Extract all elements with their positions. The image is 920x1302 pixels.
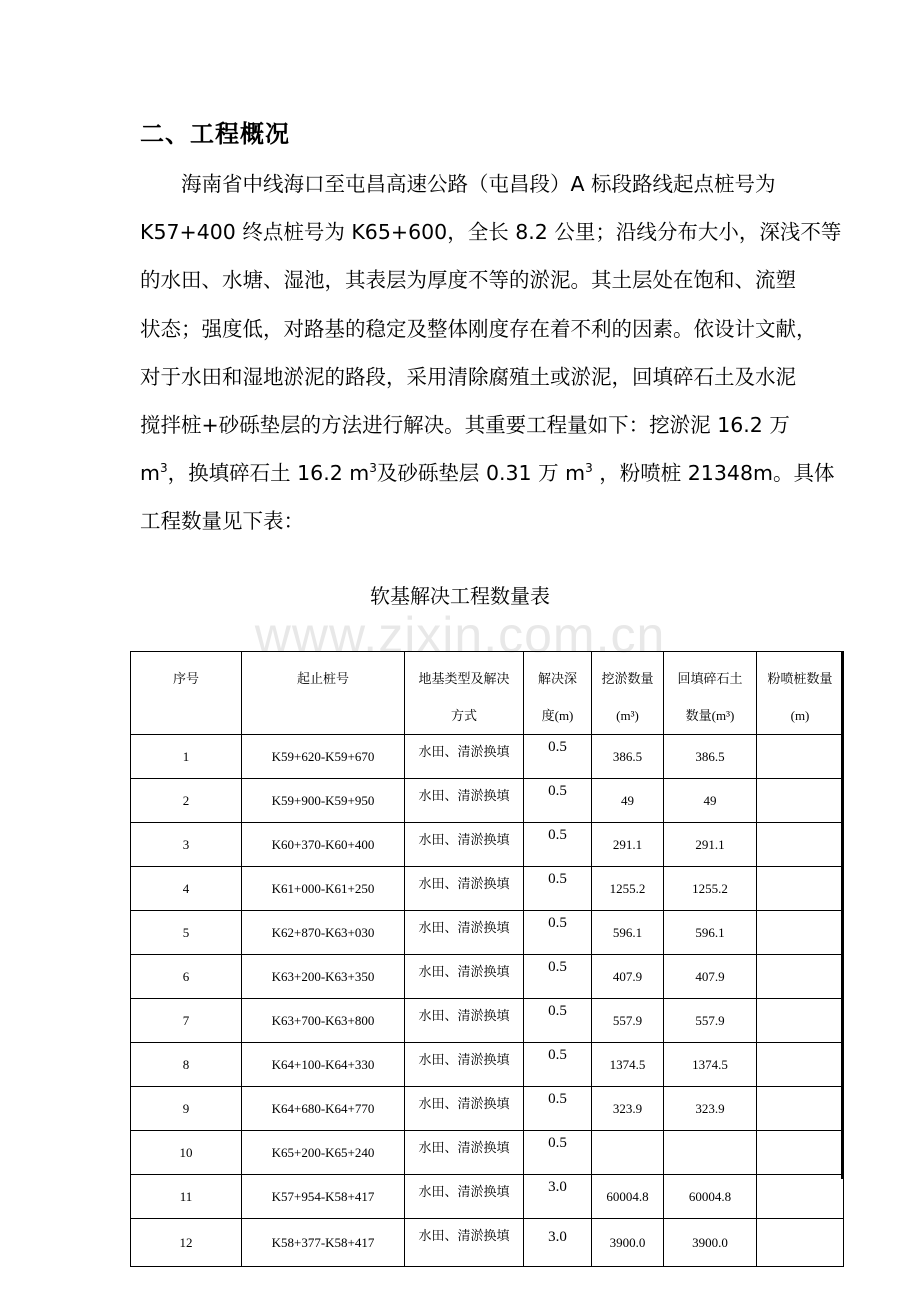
cell-fill: 3900.0 bbox=[664, 1219, 757, 1267]
cell-dig: 1374.5 bbox=[592, 1043, 664, 1087]
cell-method: 水田、清淤换填 bbox=[405, 1175, 524, 1219]
cell-no: 9 bbox=[131, 1087, 242, 1131]
header-cell-depth bbox=[524, 652, 592, 735]
cell-depth: 0.5 bbox=[524, 1087, 592, 1131]
soft-foundation-quantity-table bbox=[130, 651, 844, 1267]
cell-method: 水田、清淤换填 bbox=[405, 1131, 524, 1175]
cell-no: 10 bbox=[131, 1131, 242, 1175]
cell-dig: 3900.0 bbox=[592, 1219, 664, 1267]
cell-depth: 0.5 bbox=[524, 823, 592, 867]
header-cell-method bbox=[405, 652, 524, 735]
cell-fill: 291.1 bbox=[664, 823, 757, 867]
header-text: 度(m) bbox=[541, 708, 574, 723]
cell-dig: 1255.2 bbox=[592, 867, 664, 911]
cell-no: 2 bbox=[131, 779, 242, 823]
cell-method: 水田、清淤换填 bbox=[405, 955, 524, 999]
header-cell-pile bbox=[757, 652, 844, 735]
cell-station: K65+200-K65+240 bbox=[242, 1131, 405, 1175]
cell-dig: 407.9 bbox=[592, 955, 664, 999]
cell-no: 11 bbox=[131, 1175, 242, 1219]
cell-pile bbox=[757, 1087, 844, 1131]
cell-no: 5 bbox=[131, 911, 242, 955]
table-row bbox=[131, 735, 844, 779]
cell-depth: 3.0 bbox=[524, 1219, 592, 1267]
watermark: www.zixin.com.cn bbox=[254, 607, 666, 663]
header-text: 序号 bbox=[172, 671, 199, 686]
text-run: ，换填碎石土 16.2 m bbox=[167, 461, 370, 486]
cell-no: 8 bbox=[131, 1043, 242, 1087]
table-row bbox=[131, 1175, 844, 1219]
cell-station: K60+370-K60+400 bbox=[242, 823, 405, 867]
text-run: m bbox=[140, 461, 160, 486]
table-row bbox=[131, 911, 844, 955]
cell-method: 水田、清淤换填 bbox=[405, 735, 524, 779]
cell-depth: 0.5 bbox=[524, 867, 592, 911]
cell-fill: 60004.8 bbox=[664, 1175, 757, 1219]
paragraph-line: 工程数量见下表： bbox=[140, 509, 304, 534]
cell-dig: 557.9 bbox=[592, 999, 664, 1043]
table-row bbox=[131, 999, 844, 1043]
cell-pile bbox=[757, 735, 844, 779]
superscript: 3 bbox=[585, 461, 593, 476]
cell-depth: 0.5 bbox=[524, 911, 592, 955]
section-heading: 二、工程概况 bbox=[140, 120, 290, 148]
cell-method: 水田、清淤换填 bbox=[405, 1219, 524, 1267]
cell-fill: 1255.2 bbox=[664, 867, 757, 911]
cell-station: K62+870-K63+030 bbox=[242, 911, 405, 955]
table-row bbox=[131, 1087, 844, 1131]
cell-pile bbox=[757, 999, 844, 1043]
table-row bbox=[131, 1219, 844, 1267]
cell-dig: 596.1 bbox=[592, 911, 664, 955]
table-header-row bbox=[131, 652, 844, 735]
cell-depth: 0.5 bbox=[524, 999, 592, 1043]
superscript: 3 bbox=[369, 461, 377, 476]
cell-station: K59+620-K59+670 bbox=[242, 735, 405, 779]
paragraph-line: 对于水田和湿地淤泥的路段，采用清除腐殖土或淤泥，回填碎石土及水泥 bbox=[140, 364, 796, 389]
cell-method: 水田、清淤换填 bbox=[405, 779, 524, 823]
cell-depth: 0.5 bbox=[524, 1043, 592, 1087]
cell-no: 4 bbox=[131, 867, 242, 911]
paragraph-line: 状态；强度低，对路基的稳定及整体刚度存在着不利的因素。依设计文献， bbox=[140, 316, 817, 341]
header-cell-no bbox=[131, 652, 242, 735]
cell-depth: 0.5 bbox=[524, 1131, 592, 1175]
cell-depth: 0.5 bbox=[524, 779, 592, 823]
cell-pile bbox=[757, 1131, 844, 1175]
cell-fill: 386.5 bbox=[664, 735, 757, 779]
paragraph-line: 搅拌桩+砂砾垫层的方法进行解决。其重要工程量如下：挖淤泥 16.2 万 bbox=[140, 412, 790, 437]
table-row bbox=[131, 1043, 844, 1087]
header-text: (m) bbox=[790, 708, 810, 723]
cell-dig: 323.9 bbox=[592, 1087, 664, 1131]
cell-fill: 407.9 bbox=[664, 955, 757, 999]
cell-station: K64+100-K64+330 bbox=[242, 1043, 405, 1087]
cell-fill: 49 bbox=[664, 779, 757, 823]
cell-pile bbox=[757, 1175, 844, 1219]
cell-fill: 323.9 bbox=[664, 1087, 757, 1131]
cell-no: 3 bbox=[131, 823, 242, 867]
cell-fill: 1374.5 bbox=[664, 1043, 757, 1087]
header-text: 回填碎石土 bbox=[677, 671, 743, 686]
table-body bbox=[131, 735, 844, 1267]
cell-no: 6 bbox=[131, 955, 242, 999]
cell-station: K63+700-K63+800 bbox=[242, 999, 405, 1043]
table-row bbox=[131, 1131, 844, 1175]
superscript: 3 bbox=[159, 461, 168, 476]
cell-fill bbox=[664, 1131, 757, 1175]
cell-dig: 60004.8 bbox=[592, 1175, 664, 1219]
cell-fill: 557.9 bbox=[664, 999, 757, 1043]
cell-depth: 0.5 bbox=[524, 735, 592, 779]
cell-dig bbox=[592, 1131, 664, 1175]
header-text: 数量(m³) bbox=[685, 708, 735, 723]
cell-method: 水田、清淤换填 bbox=[405, 867, 524, 911]
table-row bbox=[131, 823, 844, 867]
cell-pile bbox=[757, 823, 844, 867]
cell-pile bbox=[757, 867, 844, 911]
cell-method: 水田、清淤换填 bbox=[405, 1043, 524, 1087]
text-run: ，粉喷桩 21348m。具体 bbox=[592, 461, 835, 486]
header-text: 挖淤数量 bbox=[601, 671, 654, 686]
paragraph-line: K57+400 终点桩号为 K65+600，全长 8.2 公里；沿线分布大小，深浅不等 bbox=[140, 220, 842, 245]
cell-no: 12 bbox=[131, 1219, 242, 1267]
table-row bbox=[131, 779, 844, 823]
header-text: 方式 bbox=[450, 708, 477, 723]
table-caption: 软基解决工程数量表 bbox=[370, 584, 550, 608]
cell-method: 水田、清淤换填 bbox=[405, 911, 524, 955]
cell-depth: 3.0 bbox=[524, 1175, 592, 1219]
cell-method: 水田、清淤换填 bbox=[405, 999, 524, 1043]
paragraph-line: 海南省中线海口至屯昌高速公路（屯昌段）A 标段路线起点桩号为 bbox=[181, 172, 776, 196]
cell-dig: 49 bbox=[592, 779, 664, 823]
cell-method: 水田、清淤换填 bbox=[405, 823, 524, 867]
header-cell-fill bbox=[664, 652, 757, 735]
cell-station: K64+680-K64+770 bbox=[242, 1087, 405, 1131]
header-cell-dig bbox=[592, 652, 664, 735]
header-text: 地基类型及解决 bbox=[418, 671, 510, 686]
cell-pile bbox=[757, 1219, 844, 1267]
header-text: 粉喷桩数量 bbox=[767, 671, 833, 686]
table-right-border bbox=[841, 652, 844, 1179]
cell-method: 水田、清淤换填 bbox=[405, 1087, 524, 1131]
table-row bbox=[131, 867, 844, 911]
cell-station: K59+900-K59+950 bbox=[242, 779, 405, 823]
header-text: (m³) bbox=[616, 708, 639, 723]
header-text: 解决深 bbox=[537, 671, 577, 686]
cell-pile bbox=[757, 911, 844, 955]
cell-no: 7 bbox=[131, 999, 242, 1043]
text-run: 及砂砾垫层 0.31 万 m bbox=[376, 461, 586, 486]
header-text: 起止桩号 bbox=[296, 671, 349, 686]
cell-pile bbox=[757, 779, 844, 823]
table-row bbox=[131, 955, 844, 999]
cell-station: K61+000-K61+250 bbox=[242, 867, 405, 911]
cell-dig: 386.5 bbox=[592, 735, 664, 779]
paragraph-line: 的水田、水塘、湿池，其表层为厚度不等的淤泥。其土层处在饱和、流塑 bbox=[140, 268, 796, 293]
cell-fill: 596.1 bbox=[664, 911, 757, 955]
cell-station: K57+954-K58+417 bbox=[242, 1175, 405, 1219]
cell-depth: 0.5 bbox=[524, 955, 592, 999]
cell-pile bbox=[757, 1043, 844, 1087]
overview-paragraph bbox=[140, 160, 840, 546]
header-cell-station bbox=[242, 652, 405, 735]
cell-pile bbox=[757, 955, 844, 999]
cell-no: 1 bbox=[131, 735, 242, 779]
cell-station: K58+377-K58+417 bbox=[242, 1219, 405, 1267]
cell-dig: 291.1 bbox=[592, 823, 664, 867]
paragraph-line-quantities bbox=[140, 449, 840, 497]
cell-station: K63+200-K63+350 bbox=[242, 955, 405, 999]
